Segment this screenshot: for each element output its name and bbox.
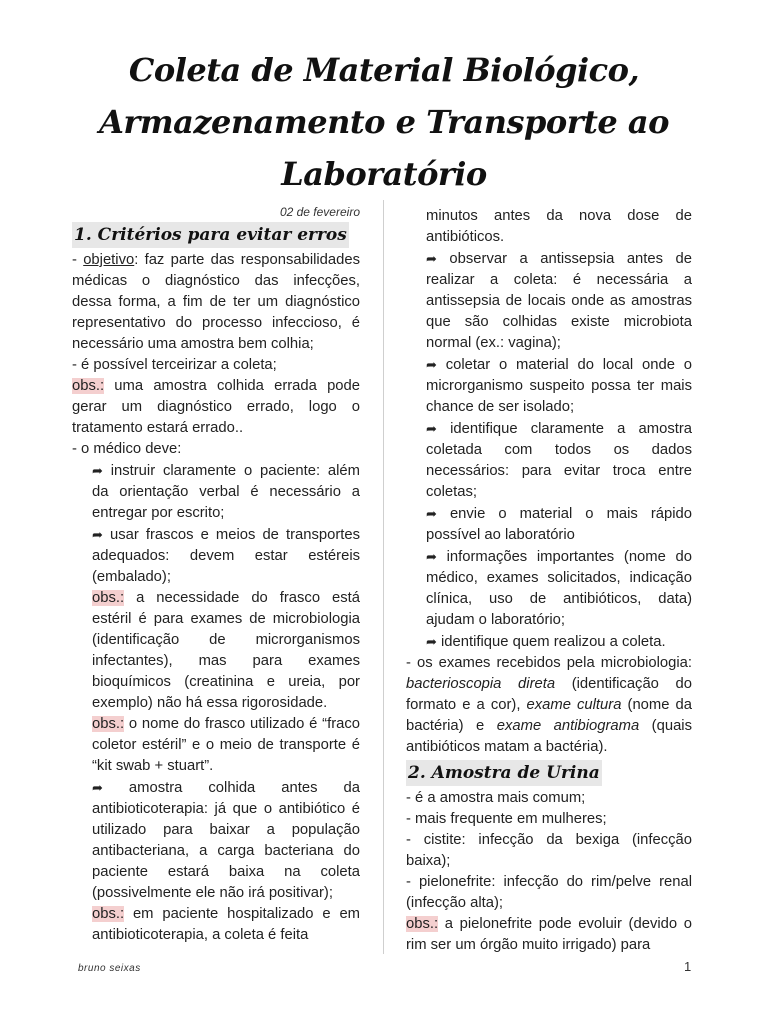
section-1-heading: 1. Critérios para evitar erros (72, 222, 349, 248)
date-label: 02 de fevereiro (279, 205, 360, 219)
list-item (406, 631, 692, 653)
item-8-text: informações importantes (nome do médico, exames solicitados, indicação clínica, uso de antibióticos, data) ajudam o laboratório; (426, 549, 692, 628)
paragraph-urina-2: - mais frequente em mulheres; (406, 811, 607, 827)
title-line-3: Laboratório (281, 155, 487, 193)
obs-label: obs.: (92, 716, 125, 732)
arrow-icon: ➦ (426, 421, 437, 436)
objetivo-label: objetivo (83, 252, 135, 268)
paragraph-obs-3 (72, 714, 360, 777)
item-1-text: instruir claramente o paciente: além da orientação verbal é necessário a entregar por escrito; (92, 463, 360, 521)
exam-name: exame cultura (526, 697, 622, 713)
list-item (72, 460, 360, 524)
exames-text: (quais antibióticos matam a bactéria). (406, 718, 692, 755)
list-item (406, 503, 692, 546)
exam-name: bacterioscopia direta (406, 676, 556, 692)
item-6-text: identifique claramente a amostra coletada com todos os dados necessários: para evitar troca entre coletas; (426, 421, 692, 500)
obs-5-text: a pielonefrite pode evoluir (devido o rim ser um órgão muito irrigado) para (406, 916, 692, 953)
obs-3-text: o nome do frasco utilizado é “fraco coletor estéril” e o meio de transporte é “kit swab + stuart”. (92, 716, 360, 774)
obs-label: obs.: (406, 916, 439, 932)
item-4-text: observar a antissepsia antes de realizar a coleta: é necessária a antissepsia de locais onde as amostras que são colhidas existe microbiota normal (ex.: vagina); (426, 251, 692, 351)
exames-text: - os exames recebidos pela microbiologia: (406, 655, 692, 671)
page-title (0, 44, 768, 200)
arrow-icon: ➦ (92, 780, 103, 795)
arrow-icon: ➦ (426, 357, 437, 372)
paragraph-pielonefrite: - pielonefrite: infecção do rim/pelve renal (infecção alta); (406, 874, 692, 911)
item-2-text: usar frascos e meios de transportes adequados: devem estar estéreis (embalado); (92, 527, 360, 585)
arrow-icon: ➦ (426, 251, 437, 266)
paragraph-terceirizar: - é possível terceirizar a coleta; (72, 357, 277, 373)
exames-text: (nome da bactéria) e (406, 697, 692, 734)
page-number: 1 (684, 959, 692, 974)
paragraph-obs-4 (72, 904, 360, 946)
paragraph-obs-2 (72, 588, 360, 714)
right-column (406, 204, 692, 956)
paragraph-continuation: minutos antes da nova dose de antibióticos. (426, 208, 692, 245)
paragraph-obs-5 (406, 914, 692, 956)
obs-label: obs.: (72, 378, 105, 394)
item-7-text: envie o material o mais rápido possível ao laboratório (426, 506, 692, 543)
list-item (406, 418, 692, 503)
paragraph-urina-1: - é a amostra mais comum; (406, 790, 586, 806)
list-item (406, 248, 692, 354)
section-2-heading: 2. Amostra de Urina (406, 760, 602, 786)
arrow-icon: ➦ (426, 549, 437, 564)
list-item (406, 546, 692, 631)
title-line-1: Coleta de Material Biológico, (128, 51, 640, 89)
arrow-icon: ➦ (92, 527, 103, 542)
paragraph-cistite: - cistite: infecção da bexiga (infecção baixa); (406, 832, 692, 869)
arrow-icon: ➦ (92, 463, 103, 478)
paragraph-obs-1 (72, 376, 360, 439)
title-line-2: Armazenamento e Transporte ao (99, 103, 669, 141)
obs-label: obs.: (92, 906, 125, 922)
column-divider (383, 200, 384, 954)
arrow-icon: ➦ (426, 506, 437, 521)
list-item (72, 777, 360, 904)
exam-name: exame antibiograma (496, 718, 640, 734)
obs-4-text: em paciente hospitalizado e em antibioticoterapia, a coleta é feita (92, 906, 360, 943)
paragraph-exames (406, 653, 692, 758)
obs-label: obs.: (92, 590, 125, 606)
left-column (72, 204, 360, 946)
item-5-text: coletar o material do local onde o microrganismo suspeito possa ter mais chance de ser isolado; (426, 357, 692, 415)
paragraph-objetivo: - objetivo: faz parte das responsabilidades médicas o diagnóstico das infecções, dessa forma, a fim de ter um diagnóstico representativo do processo infeccioso, é necessário uma amostra bem colhia; (72, 252, 360, 352)
paragraph-medico-deve: - o médico deve: (72, 441, 182, 457)
objetivo-text: : faz parte das responsabilidades médicas o diagnóstico das infecções, dessa forma, a fim de ter um diagnóstico representativo do processo infeccioso, é necessário uma amostra bem colhia; (72, 252, 360, 352)
item-9-text: identifique quem realizou a coleta. (436, 634, 666, 650)
item-3-text: amostra colhida antes da antibioticoterapia: já que o antibiótico é utilizado para baixar a população antibacteriana, a carga bacteriana do paciente estará baixa na coleta (possivelmente ele não irá positivar); (92, 780, 360, 901)
list-item (406, 354, 692, 418)
obs-1-text: uma amostra colhida errada pode gerar um diagnóstico errado, logo o tratamento estará errado.. (72, 378, 360, 436)
footer-author: bruno seixas (78, 963, 141, 974)
arrow-icon: ➦ (426, 634, 437, 649)
list-item (72, 524, 360, 588)
obs-2-text: a necessidade do frasco está estéril é para exames de microbiologia (identificação de microrganismos infectantes), mas para exames bioquímicos (creatinina e ureia, por exemplo) não há essa rigorosidade. (92, 590, 360, 711)
exames-text: (identificação do formato e a cor), (406, 676, 692, 713)
